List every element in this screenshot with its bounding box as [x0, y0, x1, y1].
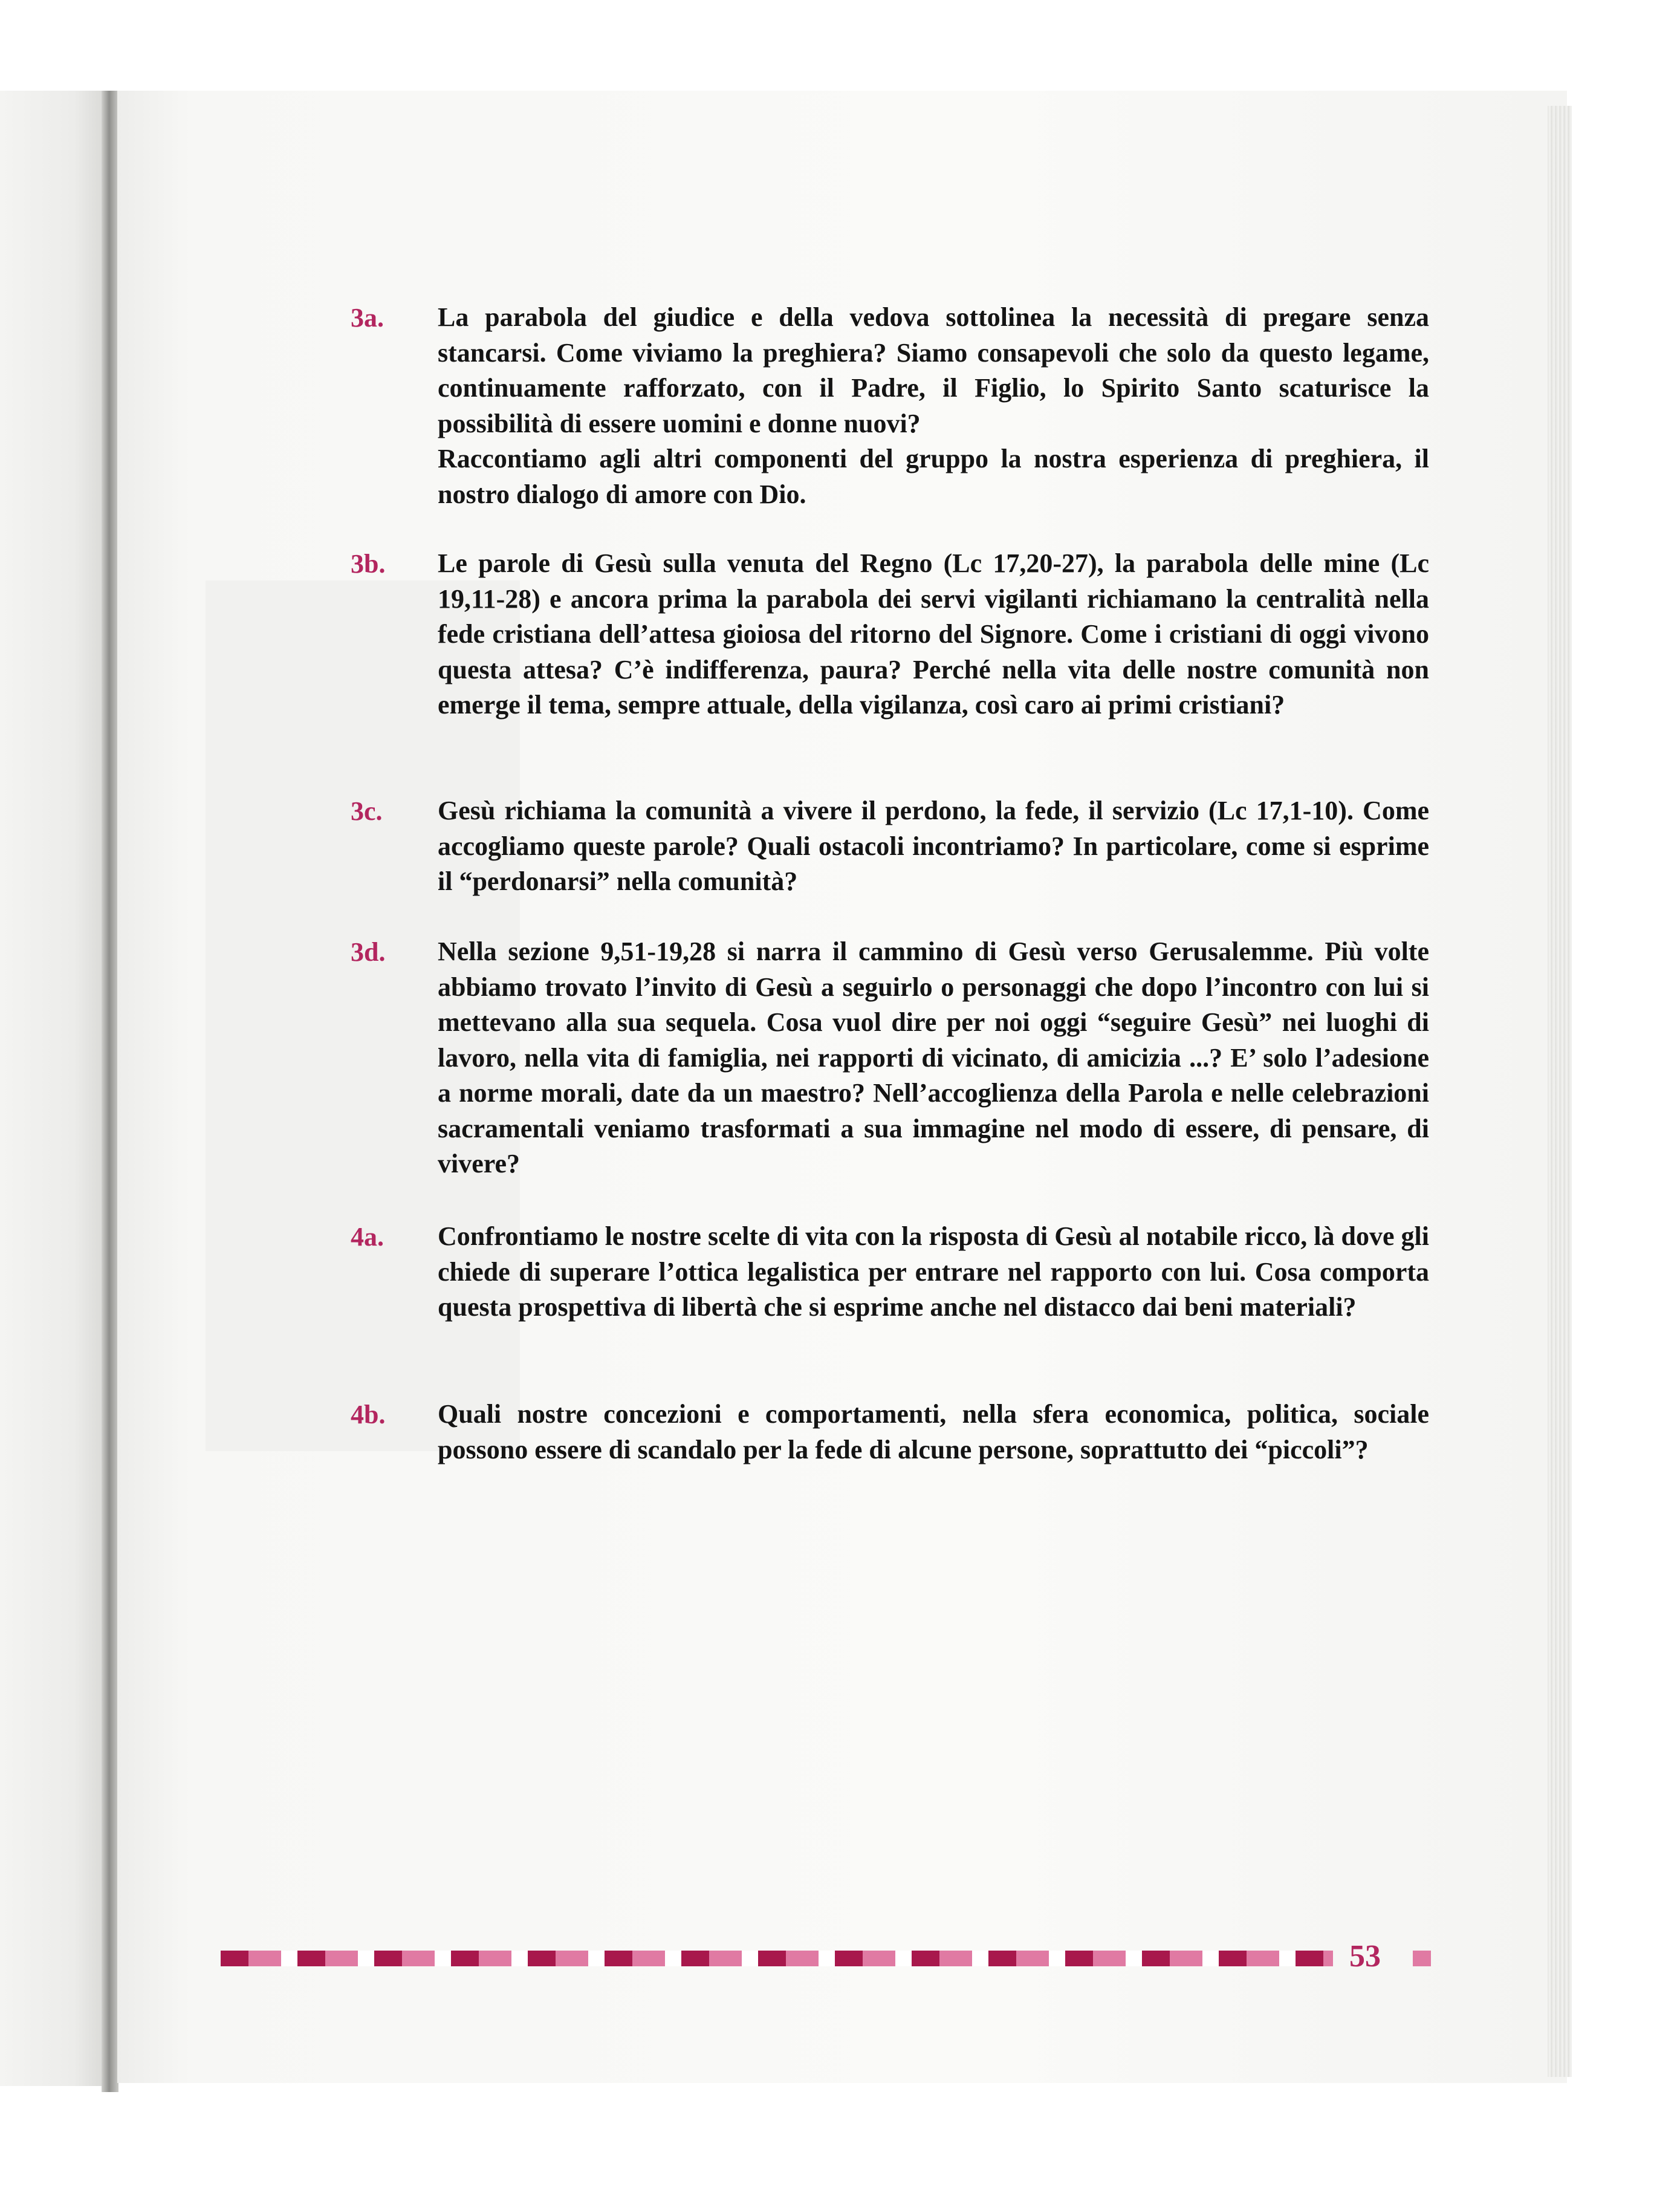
facing-page-edge: [0, 91, 106, 2086]
question-paragraph: La parabola del giudice e della vedova sottolinea la necessità di pregare senza stancarsi. Come viviamo la preghiera? Siamo consapevoli che solo da questo legame, continuamente rafforzato, con il Padre, il Figlio, lo Spirito Santo scaturisce la possibilità di essere uomini e donne nuovi?: [438, 302, 1429, 438]
question-text: Gesù richiama la comunità a vivere il perdono, la fede, il servizio (Lc 17,1-10). Come accogliamo queste parole? Quali ostacoli incontriamo? In particolare, come si esprime il “perdonarsi” nella comunità?: [438, 796, 1429, 896]
question-paragraph-2: Raccontiamo agli altri componenti del gruppo la nostra esperienza di preghiera, il nostro dialogo di amore con Dio.: [438, 444, 1429, 509]
page-stack-edge: [1548, 106, 1572, 2077]
question-label: 4a.: [351, 1222, 384, 1252]
footer-decorative-bar: [221, 1951, 1333, 1966]
page-number: 53: [1349, 1939, 1381, 1974]
footer-decorative-end: [1413, 1951, 1431, 1966]
book-gutter: [102, 91, 118, 2092]
question-label: 3c.: [351, 796, 383, 826]
question-text: Quali nostre concezioni e comportamenti, nella sfera economica, politica, sociale possono essere di scandalo per la fede di alcune persone, soprattutto dei “piccoli”?: [438, 1399, 1429, 1464]
question-text: Nella sezione 9,51-19,28 si narra il cammino di Gesù verso Gerusalemme. Più volte abbiamo trovato l’invito di Gesù a seguirlo o personaggi che dopo l’incontro con lui si mettevano alla sua sequela. Cosa vuol dire per noi oggi “seguire Gesù” nei luoghi di lavoro, nella vita di famiglia, nei rapporti di vicinato, di amicizia ...? E’ solo l’adesione a norme morali, date da un maestro? Nell’accoglienza della Parola e nelle celebrazioni sacramentali veniamo trasformati a sua immagine nel modo di essere, di pensare, di vivere?: [438, 937, 1429, 1178]
question-text: [438, 300, 1429, 512]
question-label: 3d.: [351, 937, 386, 967]
question-label: 4b.: [351, 1400, 386, 1429]
question-text: Confrontiamo le nostre scelte di vita con la risposta di Gesù al notabile ricco, là dove gli chiede di superare l’ottica legalistica per entrare nel rapporto con lui. Cosa comporta questa prospettiva di libertà che si esprime anche nel distacco dai beni materiali?: [438, 1221, 1429, 1322]
question-text: Le parole di Gesù sulla venuta del Regno (Lc 17,20-27), la parabola delle mine (Lc 19,11-28) e ancora prima la parabola dei servi vigilanti richiamano la centralità nella fede cristiana dell’attesa gioiosa del ritorno del Signore. Come i cristiani di oggi vivono questa attesa? C’è indifferenza, paura? Perché nella vita delle nostre comunità non emerge il tema, sempre attuale, della vigilanza, così caro ai primi cristiani?: [438, 548, 1429, 720]
question-label: 3a.: [351, 303, 384, 333]
question-label: 3b.: [351, 549, 386, 579]
